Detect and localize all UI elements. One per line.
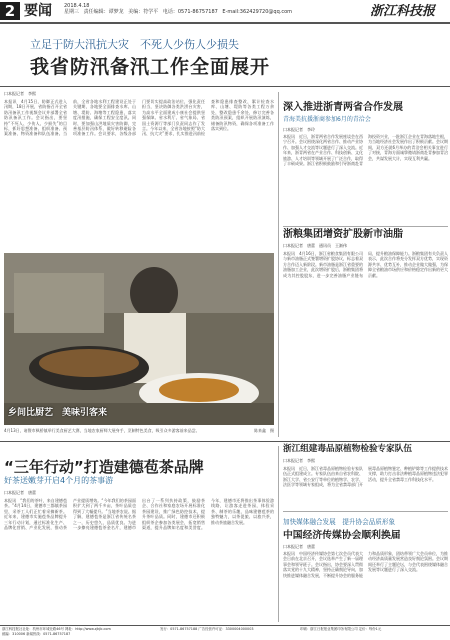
story-tea-body: 本报讯 “我们的茶叶，来自建德苞茶。”4月14日，建德市三都镇茶园里，采茶工人们正忙着采摘新茶。近年来，建德市实施苞茶品牌提升三年行动计划，通过标准化生产、品牌化营销、产业化发展，推动茶产业提质增效。“今年我们的茶园面积扩大到了两千多亩，茶叶品质也得到了大幅提升。”当地茶农说。据了解，建德苞茶是浙江省传统名茶之一，历史悠久，品质优良。为进一步擦亮建德苞茶金名片，建德市出台了一系列扶持政策，鼓励茶企、合作社和家庭农场开展标准化茶园建设，推广绿色防控技术，提升茶叶品质。同时，建德市还积极组织茶企参加各类展会，拓宽销售渠道，提升品牌知名度和美誉度。今年，建德市还将推出茶事体验游线路，让游客走进茶园，体验采茶、制茶的乐趣，品味建德苞茶的独特魅力，以茶促旅、以旅兴茶，推动茶旅融合发展。 bbox=[4, 498, 274, 531]
story-tea-subhead: 好茶送嫩芽开启4个月的茶事游 bbox=[4, 476, 114, 485]
footer-rule bbox=[0, 625, 450, 626]
lead-byline: 口本报记者 李熙 bbox=[4, 91, 36, 96]
divider bbox=[283, 226, 448, 227]
footer-printing: 印刷：浙江日报报业集团印务有限公司 定价：每份1元 bbox=[300, 627, 382, 631]
lead-body: 本报讯 4月15日，防御正式进入汛期，18日开展，省防指召开全省防汛备汛工作视频会议并部署全省防汛备汛工作。会议指出，要坚持“不死人、少伤人、少损失”的目标，抓好思想准备、组织准备、预案准备、物资准备和队伍准备。当前，全省各地水利工程建设正处于关键期，各地要全面排查水库、山塘、堤防、海塘等工程隐患，落实度汛措施，确保工程安全度汛。同时，要加强山洪地质灾害防御，完善基层防汛体系，做好转移避险各项准备工作。会议要求，各级各部门要切实提高政治站位，强化责任担当，坚决防御各类洪涝台灾害，为高水平全面建成小康社会提供坚强保障。省水利厅、省气象局、省国土资源厅等部门负责同志作了发言。今年以来，全省各地按照“防大汛、抗大灾”要求，扎实推进汛前检查和隐患排查整改，累计检查水库、山塘、堤防等各类工程万余处，整改隐患千余处，修订完善各类防汛预案，组织开展防汛演练，储备防汛物资，确保各项准备工作落实到位。 bbox=[4, 99, 274, 137]
phone-number: 电话：0571-86757187 bbox=[162, 9, 218, 15]
story-media-headline: 中国经济传媒协会顺利换届 bbox=[283, 530, 401, 541]
story-drug-headline: 浙江组建毒品原植物检验专家队伍 bbox=[283, 444, 412, 454]
photo-caption-text: 4月13日，诸暨市枫桥镇举行美食厨艺大赛，当地农家厨师大展身手，烹制特色美食，吸引众多游客前来品尝。 bbox=[4, 428, 200, 433]
story-drug-body: 本报讯 近日，浙江省毒品原植物检验专家队伍正式组建成立。专家队伍由来自省农科院、浙江大学、省公安厅等单位的植物学、农学、法医学等领域专家组成，将为全省禁毒部门开展毒品原植物鉴定、种植铲除等工作提供技术支撑，助力打击非法种植毒品原植物违法犯罪活动，提升全省禁毒工作科技化水平。 bbox=[283, 466, 448, 488]
issue-date: 2018.4.18 bbox=[64, 3, 90, 9]
lead-headline: 我省防汛备汛工作全面展开 bbox=[30, 56, 271, 78]
editor-credit: 责任编辑：谭梦龙 bbox=[83, 9, 124, 15]
story-qinghai-subhead: 青海美抗援浙商参加6月的青洽会 bbox=[283, 116, 371, 123]
story-drug-byline: 口本报记者 李熙 bbox=[283, 458, 315, 463]
story-grain-headline: 浙粮集团增资扩股新市油脂 bbox=[283, 229, 403, 240]
page-header bbox=[0, 0, 450, 22]
footer-address: 浙江科技报社社址：杭州市环城北路46号 网址：http://www.zjkjb.com bbox=[2, 627, 111, 631]
cooking-photo-image bbox=[4, 253, 274, 425]
news-photo bbox=[4, 253, 274, 425]
page-number: 2 bbox=[0, 2, 20, 20]
column-divider bbox=[278, 92, 279, 437]
story-tea-byline: 口本报记者 唐蕾 bbox=[4, 490, 36, 495]
story-tea-headline: “三年行动”打造建德苞茶品牌 bbox=[4, 458, 204, 476]
issue-weekday: 星期三 bbox=[64, 9, 80, 15]
story-media-kicker: 加快媒体融合发展 提升协会品质形象 bbox=[283, 518, 396, 526]
section-name: 要闻 bbox=[24, 3, 52, 19]
story-media-byline: 口本报记者 唐蕾 bbox=[283, 544, 315, 549]
photo-title: 乡间比厨艺 美味引客来 bbox=[8, 408, 108, 418]
photo-caption bbox=[4, 428, 274, 440]
lead-kicker: 立足于防大汛抗大灾 不死人少伤人少损失 bbox=[30, 38, 239, 51]
masthead-logo: 浙江科技报 bbox=[370, 4, 436, 19]
header-rule bbox=[0, 22, 450, 24]
story-qinghai-byline: 口本报记者 李玲 bbox=[283, 127, 315, 132]
story-qinghai-body: 本报讯 近日，浙青两省合作发展座谈会在西宁召开。会议围绕深化两省合作、推动产业协作、加强人才交流等议题进行了深入交流。近年来，浙青两省在产业合作、科技创新、文化旅游、人才培训等领域开展了广泛合作，取得了丰硕成果。浙江省积极鼓励和引导浙商赴青海投资兴业，一批浙江企业在青海落地生根，为当地经济社会发展作出了积极贡献。会议期间，双方还就6月举办的青洽会相关事宜进行了对接，青海方面诚挚邀请浙商赴青参加青洽会，共谋发展大计，实现互利共赢。 bbox=[283, 134, 448, 167]
divider bbox=[283, 511, 448, 512]
page-footer bbox=[0, 627, 450, 639]
footer-distribution: 发行：0571-86757188 广告经营许可证：3300004000003 bbox=[160, 627, 254, 631]
email-address: E-mail:362429720@qq.com bbox=[222, 9, 293, 15]
lead-rule bbox=[0, 86, 450, 87]
column-divider-lower bbox=[278, 446, 279, 622]
story-qinghai-headline: 深入推进浙青两省合作发展 bbox=[283, 102, 403, 113]
designer-credit: 美编：符学平 bbox=[128, 9, 159, 15]
story-grain-byline: 口本报记者 唐蕾 通讯员 王渐伟 bbox=[283, 243, 347, 248]
footer-postcode: 邮编：310006 新闻热线：0571-86757187 bbox=[2, 632, 71, 636]
story-grain-body: 本报讯 4月16日，浙江省粮食集团有限公司与新市油脂正式签署增资扩股协议，标志着双方合作迈入新阶段。新市油脂是浙江省重要的油脂加工企业，此次增资扩股后，浙粮集团将成为其控股股东，进一步完善油脂产业链布局，提升粮油保障能力。浙粮集团有关负责人表示，此次合作将充分发挥双方优势，实现资源共享、优势互补，推动企业做大做强，为保障全省粮油市场供应和价格稳定作出新的更大贡献。 bbox=[283, 251, 448, 278]
story-media-body: 本报讯 中国经济传媒协会第七次会员代表大会日前在北京召开，会议选举产生了新一届理事会和领导班子。会议指出，协会要深入贯彻落实党的十九大精神，坚持正确舆论导向，加快推进媒体融合发展，不断提升协会的服务能力和品质形象，团结带领广大会员单位，为推动经济高质量发展营造良好舆论氛围。会议期间还举行了主题论坛，与会代表围绕媒体融合发展等议题进行了深入交流。 bbox=[283, 551, 448, 578]
photo-credit: 陈来鑫 摄 bbox=[254, 428, 274, 433]
mid-rule bbox=[0, 441, 450, 442]
